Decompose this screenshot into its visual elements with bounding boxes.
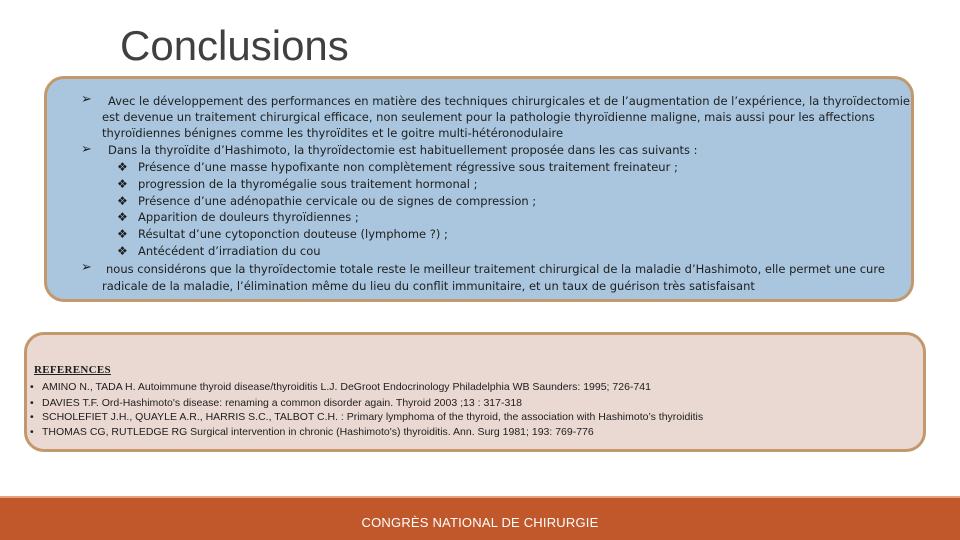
- footer-text: CONGRÈS NATIONAL DE CHIRURGIE: [361, 515, 599, 530]
- arrow-bullet-icon: ➢: [81, 142, 92, 157]
- conclusion-1-line-2: est devenue un traitement chirurgical efficace, non seulement pour la pathologie thyroïdienne maligne, mais aussi pour les affections: [102, 110, 875, 124]
- conclusion-1-line-3: thyroïdiennes bénignes comme les thyroïdites et le goitre multi-hétéronodulaire: [102, 126, 564, 140]
- reference-item: [30, 411, 703, 424]
- slide-title: Conclusions: [120, 22, 349, 69]
- case-item: Présence d’une adénopathie cervicale ou de signes de compression ;: [138, 194, 537, 208]
- reference-item: [30, 381, 651, 394]
- case-item: Antécédent d’irradiation du cou: [138, 244, 321, 258]
- reference-text: AMINO N., TADA H. Autoimmune thyroid disease/thyroiditis L.J. DeGroot Endocrinology Philadelphia WB Saunders: 1995; 726-741: [42, 381, 651, 393]
- arrow-bullet-icon: ➢: [81, 92, 92, 107]
- diamond-bullet-icon: ❖: [117, 244, 128, 258]
- reference-item: [30, 426, 594, 439]
- arrow-bullet-icon: ➢: [81, 260, 92, 275]
- reference-item: [30, 397, 522, 410]
- bullet-icon: •: [30, 397, 34, 409]
- reference-text: SCHOLEFIET J.H., QUAYLE A.R., HARRIS S.C., TALBOT C.H. : Primary lymphoma of the thyroid, the association with Hashimoto’s thyroiditis: [42, 411, 704, 423]
- conclusion-3-line-2: radicale de la maladie, l’élimination même du lieu du conflit immunitaire, et un taux de guérison très satisfaisant: [102, 279, 755, 293]
- case-item: progression de la thyromégalie sous traitement hormonal ;: [138, 177, 478, 191]
- case-item: Apparition de douleurs thyroïdiennes ;: [138, 210, 359, 224]
- references-heading: REFERENCES: [34, 364, 111, 376]
- diamond-bullet-icon: ❖: [117, 227, 128, 241]
- diamond-bullet-icon: ❖: [117, 160, 128, 174]
- conclusion-2-line-1: Dans la thyroïdite d’Hashimoto, la thyroïdectomie est habituellement proposée dans les cas suivants :: [108, 143, 698, 157]
- bullet-icon: •: [30, 381, 34, 393]
- conclusion-1-line-1: Avec le développement des performances en matière des techniques chirurgicales et de l’augmentation de l’expérience, la thyroïdectomie: [108, 94, 911, 108]
- case-item: Présence d’une masse hypofixante non complètement régressive sous traitement freinateur ;: [138, 160, 678, 174]
- reference-text: DAVIES T.F. Ord-Hashimoto's disease: renaming a common disorder again. Thyroid 2003 ;13 : 317-318: [42, 397, 523, 409]
- conclusion-3-line-1: nous considérons que la thyroïdectomie totale reste le meilleur traitement chirurgical de la maladie d’Hashimoto, elle permet une cure: [106, 262, 885, 276]
- reference-text: THOMAS CG, RUTLEDGE RG Surgical intervention in chronic (Hashimoto's) thyroiditis. Ann. Surg 1981; 193: 769-776: [42, 426, 594, 438]
- diamond-bullet-icon: ❖: [117, 210, 128, 224]
- bullet-icon: •: [30, 426, 34, 438]
- bullet-icon: •: [30, 411, 34, 423]
- diamond-bullet-icon: ❖: [117, 177, 128, 191]
- case-item: Résultat d’une cytoponction douteuse (lymphome ?) ;: [138, 227, 448, 241]
- diamond-bullet-icon: ❖: [117, 194, 128, 208]
